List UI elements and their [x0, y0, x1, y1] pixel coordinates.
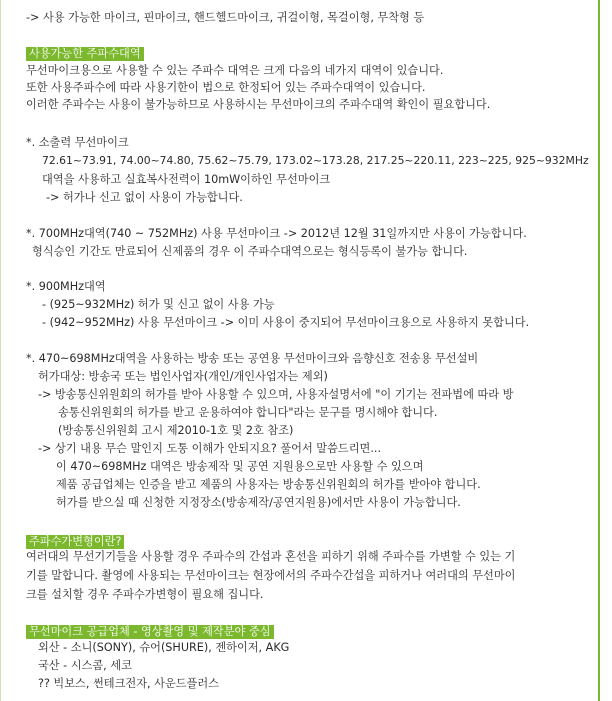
supplier-line: 국산 - 시스콤, 세코	[38, 659, 132, 672]
bullet-900mhz: *. 900MHz대역	[26, 280, 106, 293]
paragraph-line: 허가대상: 방송국 또는 법인사업자(개인/개인사업자는 제외)	[38, 370, 328, 383]
paragraph-line: (방송통신위원회 고시 제2010-1호 및 2호 참조)	[58, 424, 294, 437]
paragraph-line: - (942~952MHz) 사용 무선마이크 -> 이미 사용이 중지되어 무선마이크용으로 사용하지 못합니다.	[42, 316, 530, 329]
right-edge	[602, 0, 612, 701]
paragraph-line: 또한 사용주파수에 따라 사용기한이 법으로 한정되어 있는 주파수대역이 있습니다.	[26, 81, 426, 94]
paragraph-line: 형식승인 기간도 만료되어 신제품의 경우 이 주파수대역으로는 형식등록이 불가능 합니다.	[32, 245, 468, 258]
section-heading-frequency-bands: 사용가능한 주파수대역	[26, 47, 144, 61]
frequency-list: 72.61~73.91, 74.00~74.80, 75.62~75.79, 173.02~173.28, 217.25~220.11, 223~225, 925~932MHz	[42, 154, 589, 167]
section-heading-variable-frequency: 주파수가변형이란?	[26, 535, 124, 549]
supplier-line: ?? 빅보스, 썬테크전자, 사운드플러스	[38, 677, 219, 690]
paragraph-line: -> 상기 내용 무슨 말인지 도통 이해가 안되지요? 풀어서 말씀드리면...	[38, 442, 382, 455]
paragraph-line: 이러한 주파수는 사용이 불가능하므로 사용하시는 무선마이크의 주파수대역 확인이 필요합니다.	[26, 98, 491, 111]
paragraph-line: 기를 말합니다. 촬영에 사용되는 무선마이크는 현장에서의 주파수간섭을 피하거나 여러대의 무선마이	[26, 569, 516, 582]
bullet-low-power: *. 소출력 무선마이크	[26, 136, 129, 149]
bullet-700mhz: *. 700MHz대역(740 ~ 752MHz) 사용 무선마이크 -> 2012년 12월 31일까지만 사용이 가능합니다.	[26, 227, 527, 240]
paragraph-line: -> 허가나 신고 없이 사용이 가능합니다.	[46, 191, 243, 204]
paragraph-line: 무선마이크용으로 사용할 수 있는 주파수 대역은 크게 다음의 네가지 대역이 있습니다.	[26, 64, 444, 77]
bullet-470-698mhz: *. 470~698MHz대역을 사용하는 방송 또는 공연용 무선마이크와 음향신호 전송용 무선설비	[26, 352, 479, 365]
supplier-line: 외산 - 소니(SONY), 슈어(SHURE), 젠하이저, AKG	[38, 641, 290, 654]
paragraph-line: 크를 설치할 경우 주파수가변형이 필요해 집니다.	[26, 588, 264, 601]
paragraph-line: - (925~932MHz) 허가 및 신고 없이 사용 가능	[42, 298, 275, 311]
section-heading-suppliers: 무선마이크 공급업체 - 영상촬영 및 제작분야 중심	[26, 625, 274, 639]
paragraph-line: 대역을 사용하고 실효복사전력이 10mW이하인 무선마이크	[42, 173, 331, 186]
paragraph-line: 송통신위원회의 허가를 받고 운용하여야 합니다"라는 문구를 명시해야 합니다.	[58, 406, 438, 419]
paragraph-line: 제품 공급업체는 인증을 받고 제품의 사용자는 방송통신위원회의 허가를 받아야 합니다.	[56, 478, 481, 491]
mic-types-line: -> 사용 가능한 마이크, 핀마이크, 핸드헬드마이크, 귀걸이형, 목걸이형, 무착형 등	[26, 11, 425, 24]
paragraph-line: 여러대의 무선기기들을 사용할 경우 주파수의 간섭과 혼선을 피하기 위해 주파수를 가변할 수 있는 기	[26, 550, 516, 563]
paragraph-line: -> 방송통신위원회의 허가를 받아 사용할 수 있으며, 사용자설명서에 "이 기기는 전파법에 따라 방	[38, 388, 514, 401]
paragraph-line: 허가를 받으실 때 신청한 지정장소(방송제작/공연지원용)에서만 사용이 가능합니다.	[56, 496, 461, 509]
paragraph-line: 이 470~698MHz 대역은 방송제작 및 공연 지원용으로만 사용할 수 있으며	[56, 460, 424, 473]
